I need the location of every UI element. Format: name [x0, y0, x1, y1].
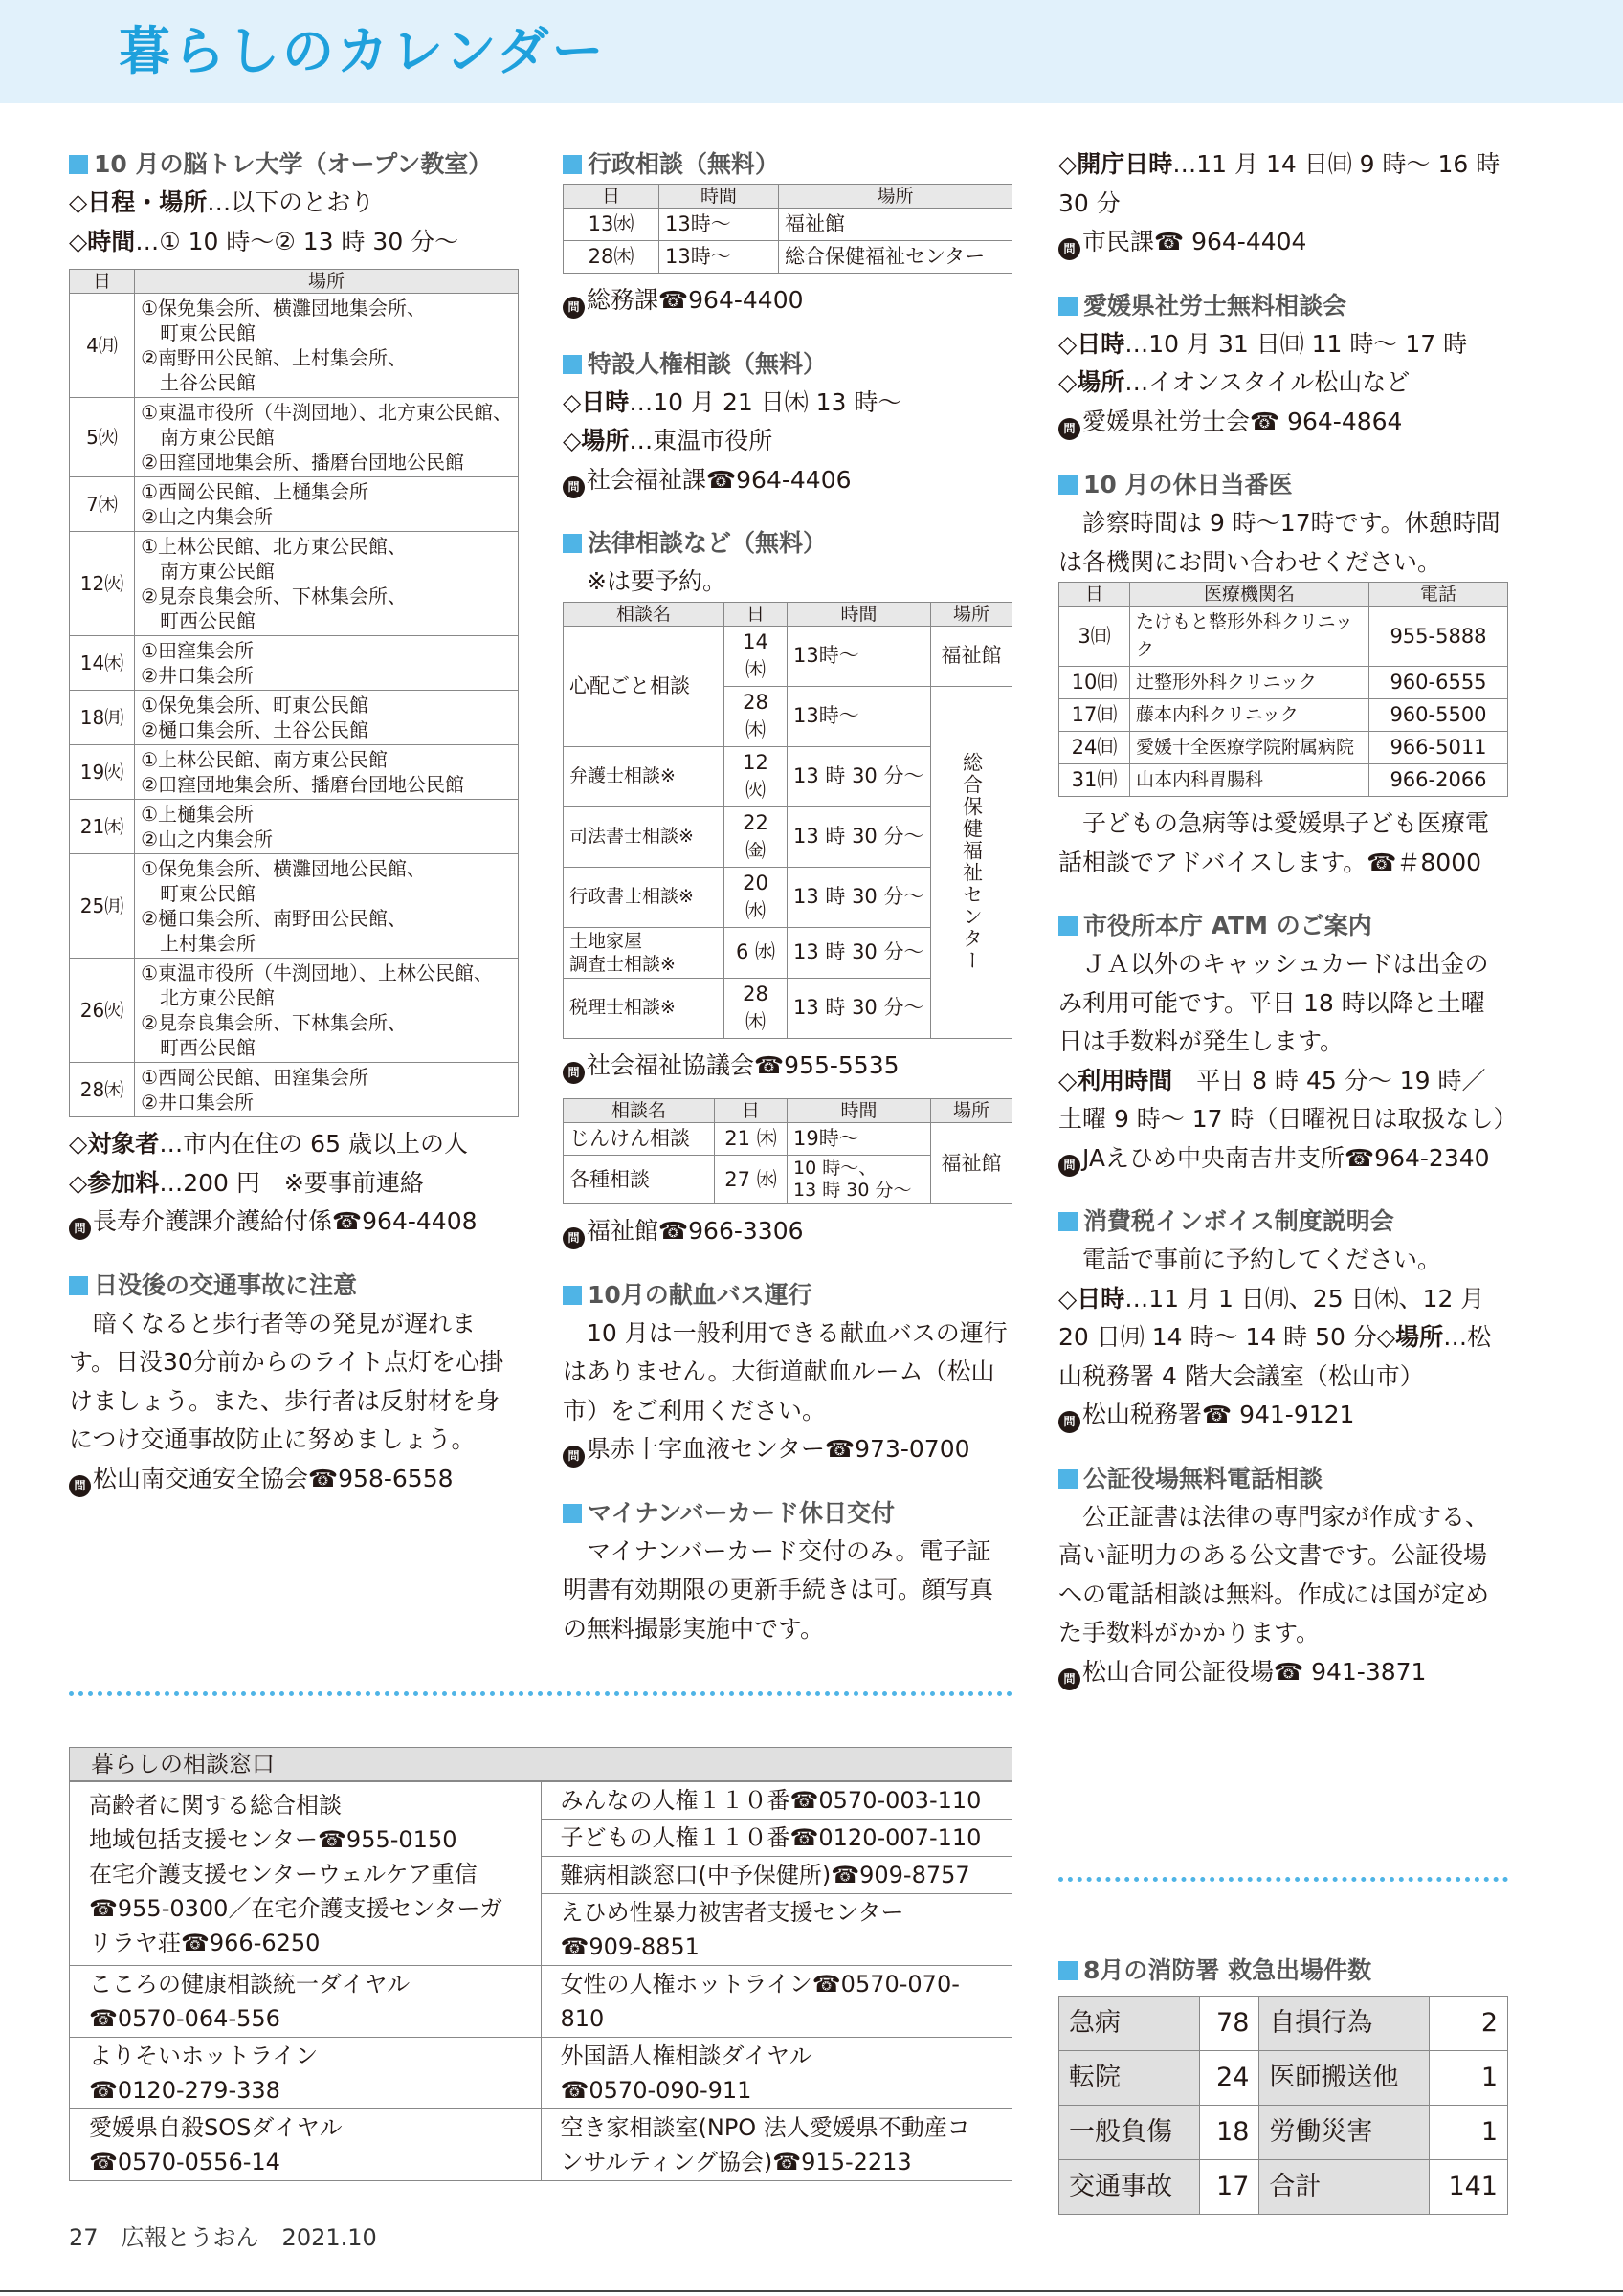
section-heading: 法律相談など（無料）	[588, 529, 828, 557]
table-row: 25㈪ ①保免集会所、横灘団地公民館、 町東公民館 ②樋口集会所、南野田公民館、 上村集会所	[70, 854, 519, 959]
table-row: 10㈰ 辻整形外科クリニック 960-6555	[1059, 667, 1508, 699]
table-row: 税理士相談※ 28 ㈭ 13 時 30 分～	[564, 978, 1012, 1038]
section-heading: 愛媛県社労士無料相談会	[1083, 291, 1347, 320]
inquiry-icon: 問	[69, 1475, 91, 1497]
horitsu-table-2: 相談名 日 時間 場所 じんけん相談 21 ㈭ 19時～ 福祉館 各種相談 27 ㈬ 10 時～、 13 時 30 分～	[563, 1098, 1012, 1204]
square-icon	[1058, 1469, 1078, 1489]
contact: 問 市民課☎ 964-4404	[1058, 223, 1508, 262]
square-icon	[1058, 1212, 1078, 1231]
table-row: 17㈰ 藤本内科クリニック 960-5500	[1059, 699, 1508, 732]
column-2	[563, 145, 1012, 1643]
contact: 問 松山南交通安全協会☎958-6558	[69, 1460, 519, 1499]
inquiry-icon: 問	[1058, 238, 1080, 260]
section-gyosei	[563, 145, 1012, 320]
square-icon	[1058, 297, 1078, 316]
column-3	[1058, 145, 1518, 1716]
table-row: 13㈬ 13時～ 福祉館	[564, 209, 1012, 241]
fire-count: 1	[1429, 2051, 1507, 2106]
section-heading: 市役所本庁 ATM のご案内	[1083, 912, 1372, 939]
table-row: 3㈰ たけもと整形外科クリニック 955-5888	[1059, 607, 1508, 667]
table-row	[1059, 2051, 1508, 2106]
table-row: 7㈭ ①西岡公民館、上樋集会所 ②山之内集会所	[70, 477, 519, 532]
fire-category: 医師搬送他	[1259, 2051, 1429, 2106]
fire-category: 転院	[1059, 2051, 1200, 2106]
fire-category: 労働災害	[1259, 2106, 1429, 2160]
contact: 問 JAえひめ中央南吉井支所☎964-2340	[1058, 1139, 1508, 1179]
contact: 問 松山税務署☎ 941-9121	[1058, 1396, 1508, 1435]
fire-count: 24	[1199, 2051, 1259, 2106]
table-row: 愛媛県自殺SOSダイヤル ☎0570-0556-14 空き家相談室(NPO 法人愛媛県不動産コンサルティング協会)☎915-2213	[70, 2109, 1012, 2181]
table-row: 24㈰ 愛媛十全医療学院附属病院 966-5011	[1059, 732, 1508, 764]
table-row: 31㈰ 山本内科胃腸科 966-2066	[1059, 764, 1508, 797]
contact: 問 社会福祉協議会☎955-5535	[563, 1047, 1012, 1086]
section-sharoshi: 愛媛県社労士無料相談会 ◇日時…10 月 31 日㈰ 11 時～ 17 時 ◇場所…イオンスタイル松山など 問 愛媛県社労士会☎ 964-4864	[1058, 287, 1508, 442]
inquiry-icon: 問	[563, 476, 585, 498]
table-row: 28 ㈭ 13時～ 総合保健福祉センター	[564, 686, 1012, 746]
table-row	[1059, 1997, 1508, 2051]
page-title: 暮らしのカレンダー	[119, 21, 607, 81]
table-row: 高齢者に関する総合相談 地域包括支援センター☎955-0150 在宅介護支援センターウェルケア重信☎955-0300／在宅介護支援センターガリラヤ荘☎966-6250 みんなの人権１１０番☎0570-003-110 子どもの人権１１０番☎0120-007-110 難病相談窓口(中予保健所)☎909-8757 えひめ性暴力被害者支援センター ☎909-8851	[70, 1782, 1012, 1966]
table-row: 心配ごと相談 14 ㈭ 13時～ 福祉館	[564, 626, 1012, 686]
square-icon	[69, 155, 88, 174]
square-icon	[563, 1504, 582, 1523]
section-invoice: 消費税インボイス制度説明会 電話で事前に予約してください。 ◇日時…11 月 1 日㈪、25 日㈭、12 月 20 日㈪ 14 時～ 14 時 50 分◇場所…松山税務署 4 階大会議室（松山市） 問 松山税務署☎ 941-9121	[1058, 1203, 1508, 1435]
section-heading: 消費税インボイス制度説明会	[1083, 1207, 1394, 1235]
table-row: 14㈭ ①田窪集会所 ②井口集会所	[70, 636, 519, 691]
table-row: 各種相談 27 ㈬ 10 時～、 13 時 30 分～	[564, 1156, 1012, 1204]
section-heading: 8月の消防署 救急出場件数	[1083, 1956, 1372, 1984]
inquiry-icon: 問	[69, 1218, 91, 1240]
section-heading: 行政相談（無料）	[588, 150, 780, 178]
bottom-rule	[0, 2290, 1623, 2292]
table-row: よりそいホットライン ☎0120-279-338 外国語人権相談ダイヤル ☎0570-090-911	[70, 2038, 1012, 2109]
table-row: 18㈪ ①保免集会所、町東公民館 ②樋口集会所、土谷公民館	[70, 691, 519, 745]
fire-count: 2	[1429, 1997, 1507, 2051]
square-icon	[563, 155, 582, 174]
fire-count: 141	[1429, 2160, 1507, 2215]
gyosei-table: 日 時間 場所 13㈬ 13時～ 福祉館 28㈭ 13時～ 総合保健福祉センター	[563, 184, 1012, 274]
footer	[69, 2219, 377, 2257]
fire-count: 18	[1199, 2106, 1259, 2160]
inquiry-icon: 問	[1058, 1411, 1080, 1433]
contact: 問 愛媛県社労士会☎ 964-4864	[1058, 403, 1508, 442]
section-heading: 10月の献血バス運行	[588, 1280, 812, 1309]
table-row: 司法書士相談※ 22 ㈮ 13 時 30 分～	[564, 806, 1012, 867]
kyujitsu-table: 日 医療機関名 電話 3㈰ たけもと整形外科クリニック 955-5888 10㈰ 辻整形外科クリニック 960-6555 17㈰ 藤本内科クリニック 960-5500 24㈰ 愛媛十全医療学院附属病院 966-5011 31㈰ 山本内科胃腸科 966-2066	[1058, 582, 1508, 797]
publication-name: 広報とうおん	[121, 2224, 259, 2251]
section-heading: マイナンバーカード休日交付	[588, 1498, 896, 1527]
schedule-table: 日 場所 4㈪ ①保免集会所、横灘団地集会所、 町東公民館 ②南野田公民館、上村集会所、 土谷公民館 5㈫ ①東温市役所（牛渕団地）、北方東公民館、 南方東公民館 ②田窪団地集会所、播磨台団地公民館 7㈭ ①西岡公民館、上樋集会所 ②山之内集会所 12㈫ ①上林公民館、北方東公民館、 南方東公民館 ②見奈良集会所、下林集会所、 町西公民館 14㈭ ①田窪集会所 ②井口集会所 18㈪ ①保免集会所、町東公民館 ②樋口集会所、土谷公民館 19㈫ ①上林公民館、南方東公民館 ②田窪団地集会所、播磨台団地公民館 21㈭ ①上樋集会所 ②山之内集会所 25㈪ ①保免集会所、横灘団地公民館、 町東公民館 ②樋口集会所、南野田公民館、 上村集会所 26㈫ ①東温市役所（牛渕団地）、上林公民館、 北方東公民館 ②見奈良集会所、下林集会所、 町西公民館 28㈭ ①西岡公民館、田窪集会所 ②井口集会所	[69, 269, 519, 1117]
fire-category: 急病	[1059, 1997, 1200, 2051]
inquiry-icon: 問	[563, 1446, 585, 1468]
section-jinken: 特設人権相談（無料） ◇日時…10 月 21 日㈭ 13 時～ ◇場所…東温市役所 問 社会福祉課☎964-4406	[563, 345, 1012, 500]
contact: 問 県赤十字血液センター☎973-0700	[563, 1430, 1012, 1469]
fire-category: 合計	[1259, 2160, 1429, 2215]
contact: 問 社会福祉課☎964-4406	[563, 461, 1012, 500]
section-mynumber-cont: ◇開庁日時…11 月 14 日㈰ 9 時～ 16 時 30 分 問 市民課☎ 964-4404	[1058, 145, 1508, 262]
fire-category: 一般負傷	[1059, 2106, 1200, 2160]
table-row: 19㈫ ①上林公民館、南方東公民館 ②田窪団地集会所、播磨台団地公民館	[70, 745, 519, 800]
table-row: 5㈫ ①東温市役所（牛渕団地）、北方東公民館、 南方東公民館 ②田窪団地集会所、播磨台団地公民館	[70, 398, 519, 477]
horitsu-table: 相談名 日 時間 場所 心配ごと相談 14 ㈭ 13時～ 福祉館 28 ㈭ 13時～ 総合保健福祉センター 弁護士相談※ 12 ㈫ 13 時 30 分～ 司法書士相談※ 22 ㈮ 13 時 30 分～ 行政書士相談※ 20 ㈬ 13 時 30 分～ 土地家屋 調査士相談※ 6 ㈬ 13 時 30 分～ 税理士相談※ 28 ㈭ 13 時 30 分～	[563, 602, 1012, 1039]
square-icon	[563, 355, 582, 374]
fire-count: 17	[1199, 2160, 1259, 2215]
square-icon	[563, 1286, 582, 1305]
contact: 問 総務課☎964-4400	[563, 281, 1012, 320]
section-heading: 10 月の休日当番医	[1083, 471, 1293, 498]
table-row: 弁護士相談※ 12 ㈫ 13 時 30 分～	[564, 746, 1012, 806]
consultation-box	[69, 1747, 1012, 2181]
contact: 問 福祉館☎966-3306	[563, 1212, 1012, 1251]
fire-count: 78	[1199, 1997, 1259, 2051]
section-heading: 日没後の交通事故に注意	[94, 1270, 358, 1299]
section-kyujitsu: 10 月の休日当番医 診察時間は 9 時～17時です。休憩時間は各機関にお問い合わせください。 日 医療機関名 電話 3㈰ たけもと整形外科クリニック 955-5888 10㈰ 辻整形外科クリニック 960-6555 17㈰ 藤本内科クリニック 960-5500 24㈰ 愛媛十全医療学院附属病院 966-5011 31㈰ 山本内科胃腸科 966-2066 子どもの急病等は愛媛県子ども医療電話相談でアドバイスします。☎＃8000	[1058, 466, 1508, 882]
square-icon	[69, 1276, 88, 1295]
inquiry-icon: 問	[563, 297, 585, 319]
table-row	[1059, 2106, 1508, 2160]
consultation-caption: 暮らしの相談窓口	[69, 1747, 1012, 1781]
table-row: 4㈪ ①保免集会所、横灘団地集会所、 町東公民館 ②南野田公民館、上村集会所、 土谷公民館	[70, 294, 519, 398]
fire-count: 1	[1429, 2106, 1507, 2160]
table-row: 26㈫ ①東温市役所（牛渕団地）、上林公民館、 北方東公民館 ②見奈良集会所、下林集会所、 町西公民館	[70, 959, 519, 1063]
square-icon	[1058, 916, 1078, 936]
inquiry-icon: 問	[563, 1227, 585, 1249]
section-atm: 市役所本庁 ATM のご案内 ＪＡ以外のキャッシュカードは出金のみ利用可能です。平日 18 時以降と土曜日は手数料が発生します。 ◇利用時間 平日 8 時 45 分～ 19 時／土曜 9 時～ 17 時（日曜祝日は取扱なし） 問 JAえひめ中央南吉井支所☎964-2340	[1058, 907, 1508, 1178]
section-heading: 特設人権相談（無料）	[588, 349, 828, 378]
section-no-brain: 10 月の脳トレ大学（オープン教室） ◇日程・場所…以下のとおり ◇時間…① 10 時～② 13 時 30 分～ 日 場所 4㈪ ①保免集会所、横灘団地集会所、 町東公民館 ②南野田公民館、上村集会所、 土谷公民館 5㈫ ①東温市役所（牛渕団地）、北方東公民館、 南方東公民館 ②田窪団地集会所、播磨台団地公民館 7㈭ ①西岡公民館、上樋集会所 ②山之内集会所 12㈫ ①上林公民館、北方東公民館、 南方東公民館 ②見奈良集会所、下林集会所、 町西公民館 14㈭ ①田窪集会所 ②井口集会所 18㈪ ①保免集会所、町東公民館 ②樋口集会所、土谷公民館 19㈫ ①上林公民館、南方東公民館 ②田窪団地集会所、播磨台団地公民館 21㈭ ①上樋集会所 ②山之内集会所 25㈪ ①保免集会所、横灘団地公民館、 町東公民館 ②樋口集会所、南野田公民館、 上村集会所 26㈫ ①東温市役所（牛渕団地）、上林公民館、 北方東公民館 ②見奈良集会所、下林集会所、 町西公民館 28㈭ ①西岡公民館、田窪集会所 ②井口集会所 ◇対象者…市内在住の 65 歳以上の人 ◇参加料…200 円 ※要事前連絡 問 長寿介護課介護給付係☎964-4408	[69, 145, 519, 1242]
table-row: 28㈭ 13時～ 総合保健福祉センター	[564, 241, 1012, 274]
inquiry-icon: 問	[563, 1062, 585, 1084]
dotted-divider	[1058, 1877, 1508, 1882]
column-1	[69, 145, 519, 1523]
table-row	[1059, 2160, 1508, 2215]
square-icon	[1058, 1961, 1078, 1980]
section-kenketsu: 10月の献血バス運行 10 月は一般利用できる献血バスの運行はありません。大街道献血ルーム（松山市）をご利用ください。 問 県赤十字血液センター☎973-0700	[563, 1276, 1012, 1469]
header-banner	[0, 0, 1623, 103]
section-heading: 公証役場無料電話相談	[1083, 1464, 1323, 1492]
inquiry-icon: 問	[1058, 1668, 1080, 1690]
fire-table	[1058, 1996, 1508, 2215]
section-fire	[1058, 1952, 1508, 2215]
section-horitsu: 法律相談など（無料） ※は要予約。 相談名 日 時間 場所 心配ごと相談 14 ㈭ 13時～ 福祉館 28 ㈭ 13時～ 総合保健福祉センター 弁護士相談※ 12 ㈫ 13 時 30 分～ 司法書士相談※ 22 ㈮ 13 時 30 分～ 行政書士相談※ 20 ㈬ 13 時 30 分～ 土地家屋 調査士相談※ 6 ㈬ 13 時 30 分～ 税理士相談※ 28 ㈭ 13 時 30 分～ 問 社会福祉協議会☎955-5535 相談名 日 時間 場所 じんけん相談 21 ㈭ 19時～ 福祉館 各種相談 27 ㈬ 10 時～、 13 時 30 分～ 問 福祉館☎966-3306	[563, 524, 1012, 1251]
section-mynumber: マイナンバーカード休日交付 マイナンバーカード交付のみ。電子証明書有効期限の更新手続きは可。顔写真の無料撮影実施中です。	[563, 1498, 994, 1643]
contact: 問 長寿介護課介護給付係☎964-4408	[69, 1203, 519, 1242]
table-row: じんけん相談 21 ㈭ 19時～ 福祉館	[564, 1123, 1012, 1156]
square-icon	[1058, 475, 1078, 495]
contact: 問 松山合同公証役場☎ 941-3871	[1058, 1653, 1508, 1692]
table-row: 土地家屋 調査士相談※ 6 ㈬ 13 時 30 分～	[564, 927, 1012, 978]
fire-category: 交通事故	[1059, 2160, 1200, 2215]
square-icon	[563, 534, 582, 553]
table-row: 行政書士相談※ 20 ㈬ 13 時 30 分～	[564, 867, 1012, 927]
table-row: こころの健康相談統一ダイヤル ☎0570-064-556 女性の人権ホットライン☎0570-070-810	[70, 1966, 1012, 2038]
consultation-table	[69, 1781, 1012, 2181]
section-heading: 10 月の脳トレ大学（オープン教室）	[94, 150, 493, 178]
fire-category: 自損行為	[1259, 1997, 1429, 2051]
issue-date: 2021.10	[281, 2224, 377, 2251]
inquiry-icon: 問	[1058, 418, 1080, 440]
page-number: 27	[69, 2224, 99, 2251]
inquiry-icon: 問	[1058, 1155, 1080, 1177]
section-kosho: 公証役場無料電話相談 公正証書は法律の専門家が作成する、高い証明力のある公文書です。公証役場への電話相談は無料。作成には国が定めた手数料がかかります。 問 松山合同公証役場☎ 941-3871	[1058, 1460, 1508, 1692]
dotted-divider	[69, 1691, 1012, 1696]
table-row: 21㈭ ①上樋集会所 ②山之内集会所	[70, 800, 519, 854]
section-traffic: 日没後の交通事故に注意 暗くなると歩行者等の発見が遅れます。日没30分前からのライト点灯を心掛けましょう。また、歩行者は反射材を身につけ交通事故防止に努めましょう。 問 松山南交通安全協会☎958-6558	[69, 1267, 519, 1499]
table-row: 28㈭ ①西岡公民館、田窪集会所 ②井口集会所	[70, 1063, 519, 1117]
table-row: 12㈫ ①上林公民館、北方東公民館、 南方東公民館 ②見奈良集会所、下林集会所、 町西公民館	[70, 532, 519, 636]
